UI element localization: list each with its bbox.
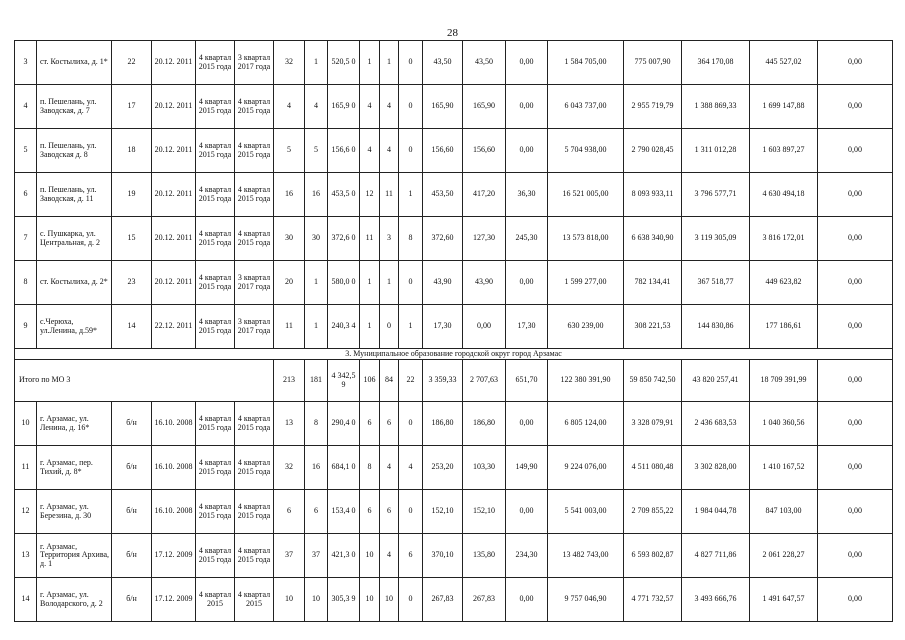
total-cell: 181 [305,360,328,402]
table-cell: 43,90 [463,261,506,305]
table-cell: 6 [380,402,399,446]
table-row [15,305,893,349]
table-cell: 43,50 [463,41,506,85]
table-cell: ст. Костылиха, д. 2* [37,261,112,305]
table-cell: 449 623,82 [750,261,818,305]
total-cell: 122 380 391,90 [548,360,624,402]
table-cell: 6 [360,490,380,534]
table-cell: 32 [274,41,305,85]
table-cell: 4 квартал 2015 года [196,446,235,490]
table-cell: 1 [360,41,380,85]
table-cell: 9 [15,305,37,349]
table-cell: 0,00 [818,41,893,85]
table-cell: 0,00 [818,446,893,490]
table-cell: 0 [399,129,423,173]
total-cell: 59 850 742,50 [624,360,682,402]
table-cell: 308 221,53 [624,305,682,349]
rows-before [15,41,893,349]
table-cell: 0 [399,402,423,446]
table-cell: 253,20 [423,446,463,490]
table-cell: 0,00 [506,85,548,129]
total-cell: 22 [399,360,423,402]
table-cell: 4 квартал 2015 года [196,490,235,534]
table-cell: 20.12. 2011 [152,217,196,261]
table-cell: 370,10 [423,534,463,578]
table-cell: 165,90 [423,85,463,129]
table-cell: 4 [380,85,399,129]
table-cell: 20.12. 2011 [152,85,196,129]
table-cell: 0,00 [818,85,893,129]
table-cell: г. Арзамас, ул. Володарского, д. 2 [37,578,112,622]
rows-after [15,402,893,622]
table-row [15,534,893,578]
total-cell: 4 342,5 9 [328,360,360,402]
table-cell: 8 093 933,11 [624,173,682,217]
table-cell: 5 541 003,00 [548,490,624,534]
table-cell: 0,00 [818,534,893,578]
table-cell: 684,1 0 [328,446,360,490]
table-cell: 0,00 [506,578,548,622]
table-cell: 4 квартал 2015 года [235,217,274,261]
table-cell: 8 [360,446,380,490]
table-cell: 445 527,02 [750,41,818,85]
table-cell: 6 [274,490,305,534]
total-cell: 213 [274,360,305,402]
table-cell: 0,00 [818,129,893,173]
table-cell: 6 805 124,00 [548,402,624,446]
table-cell: с. Пушкарка, ул. Центральная, д. 2 [37,217,112,261]
table-cell: 0 [399,85,423,129]
table-cell: 0,00 [818,261,893,305]
table-cell: 20.12. 2011 [152,173,196,217]
table-cell: 4 [305,85,328,129]
table-cell: 22 [112,41,152,85]
table-cell: 152,10 [463,490,506,534]
total-block [15,360,893,402]
table-cell: 8 [15,261,37,305]
table-cell: 245,30 [506,217,548,261]
table-cell: 0 [399,41,423,85]
total-label: Итого по МО 3 [15,360,274,402]
table-cell: 156,60 [423,129,463,173]
table-cell: 267,83 [423,578,463,622]
table-cell: 4 квартал 2015 года [196,41,235,85]
table-cell: 1 [380,261,399,305]
table-cell: 12 [360,173,380,217]
table-cell: п. Пешелань, ул. Заводская, д. 7 [37,85,112,129]
table-cell: 36,30 [506,173,548,217]
table-cell: 240,3 4 [328,305,360,349]
table-cell: 234,30 [506,534,548,578]
total-cell: 2 707,63 [463,360,506,402]
table-cell: 13 [15,534,37,578]
table-cell: 1 [360,261,380,305]
table-cell: 8 [399,217,423,261]
table-cell: 43,90 [423,261,463,305]
total-cell: 18 709 391,99 [750,360,818,402]
table-cell: 0 [399,490,423,534]
table-cell: 372,60 [423,217,463,261]
table-cell: 9 224 076,00 [548,446,624,490]
table-cell: б/н [112,446,152,490]
table-cell: 16 [274,173,305,217]
table-cell: 4 квартал 2015 года [235,173,274,217]
table-cell: п. Пешелань, ул. Заводская д. 8 [37,129,112,173]
table-cell: 17 [112,85,152,129]
table-cell: 367 518,77 [682,261,750,305]
table-cell: 11 [15,446,37,490]
table-row [15,490,893,534]
table-cell: 7 [15,217,37,261]
table-row [15,173,893,217]
total-cell: 0,00 [818,360,893,402]
table-cell: 165,90 [463,85,506,129]
table-cell: 4 [399,446,423,490]
table-cell: 4 511 080,48 [624,446,682,490]
table-cell: 520,5 0 [328,41,360,85]
table-cell: 18 [112,129,152,173]
table-cell: 13 [274,402,305,446]
table-cell: 8 [305,402,328,446]
table-cell: 11 [380,173,399,217]
table-cell: 1 584 705,00 [548,41,624,85]
table-cell: 4 квартал 2015 года [196,85,235,129]
table-cell: 4 630 494,18 [750,173,818,217]
table-cell: 4 квартал 2015 года [196,173,235,217]
table-cell: 4 квартал 2015 [196,578,235,622]
table-cell: с.Черюха, ул.Ленина, д.59* [37,305,112,349]
table-cell: 6 593 802,87 [624,534,682,578]
table-cell: 3 квартал 2017 года [235,305,274,349]
table-cell: 4 квартал 2015 года [235,129,274,173]
table-cell: 1 603 897,27 [750,129,818,173]
table-cell: 4 квартал 2015 [235,578,274,622]
table-cell: 16 521 005,00 [548,173,624,217]
table-cell: 4 [360,129,380,173]
table-cell: 9 757 046,90 [548,578,624,622]
table-cell: 453,5 0 [328,173,360,217]
table-cell: 453,50 [423,173,463,217]
table-cell: 15 [112,217,152,261]
total-cell: 3 359,33 [423,360,463,402]
table-cell: 20.12. 2011 [152,261,196,305]
table-cell: 20 [274,261,305,305]
table-cell: 13 482 743,00 [548,534,624,578]
table-cell: 4 квартал 2015 года [235,534,274,578]
table-cell: 4 квартал 2015 года [235,85,274,129]
table-cell: 16 [305,173,328,217]
table-cell: 2 790 028,45 [624,129,682,173]
table-cell: 305,3 9 [328,578,360,622]
table-cell: 0,00 [506,261,548,305]
total-cell: 106 [360,360,380,402]
table-cell: 267,83 [463,578,506,622]
table-cell: 4 квартал 2015 года [235,446,274,490]
table-cell: 0,00 [818,173,893,217]
table-cell: 4 827 711,86 [682,534,750,578]
table-cell: г. Арзамас, ул. Ленина, д. 16* [37,402,112,446]
table-row [15,217,893,261]
table-cell: 186,80 [423,402,463,446]
table-cell: 5 704 938,00 [548,129,624,173]
table-row [15,261,893,305]
table-cell: 3 квартал 2017 года [235,261,274,305]
table-cell: 0 [380,305,399,349]
table-cell: 5 [274,129,305,173]
table-row [15,446,893,490]
table-cell: 0,00 [818,490,893,534]
table-cell: 364 170,08 [682,41,750,85]
table-cell: 3 квартал 2017 года [235,41,274,85]
table-cell: 3 [380,217,399,261]
table-cell: 37 [274,534,305,578]
table-cell: 6 638 340,90 [624,217,682,261]
table-cell: 3 796 577,71 [682,173,750,217]
table-cell: 30 [305,217,328,261]
table-cell: г. Арзамас, пер. Тихий, д. 8* [37,446,112,490]
table-cell: 1 [380,41,399,85]
table-row [15,41,893,85]
table-row [15,578,893,622]
table-cell: б/н [112,578,152,622]
table-cell: 4 квартал 2015 года [196,305,235,349]
table-cell: 1 984 044,78 [682,490,750,534]
table-cell: 4 [380,129,399,173]
table-cell: 186,80 [463,402,506,446]
table-cell: 1 [399,173,423,217]
table-cell: 3 816 172,01 [750,217,818,261]
table-cell: 4 [380,534,399,578]
table-cell: 14 [15,578,37,622]
table-cell: 6 [360,402,380,446]
table-cell: 1 699 147,88 [750,85,818,129]
table-cell: 177 186,61 [750,305,818,349]
table-cell: 152,10 [423,490,463,534]
table-cell: ст. Костылиха, д. 1* [37,41,112,85]
table-cell: 1 [399,305,423,349]
table-cell: 12 [15,490,37,534]
table-row [15,129,893,173]
table-cell: 1 [305,41,328,85]
table-cell: 4 квартал 2015 года [235,490,274,534]
table-cell: б/н [112,534,152,578]
table-cell: 4 квартал 2015 года [196,129,235,173]
total-cell: 651,70 [506,360,548,402]
table-cell: 144 830,86 [682,305,750,349]
table-cell: 10 [380,578,399,622]
table-cell: 32 [274,446,305,490]
table-cell: 4 771 732,57 [624,578,682,622]
table-cell: 1 040 360,56 [750,402,818,446]
table-cell: 4 [274,85,305,129]
table-cell: 156,6 0 [328,129,360,173]
table-cell: 6 043 737,00 [548,85,624,129]
table-cell: 149,90 [506,446,548,490]
table-row [15,402,893,446]
table-cell: 1 410 167,52 [750,446,818,490]
table-cell: 165,9 0 [328,85,360,129]
table-cell: 3 119 305,09 [682,217,750,261]
table-row [15,85,893,129]
table-cell: 13 573 818,00 [548,217,624,261]
table-cell: 1 [305,305,328,349]
table-cell: 1 599 277,00 [548,261,624,305]
table-cell: 10 [360,578,380,622]
table-cell: 19 [112,173,152,217]
table-cell: 782 134,41 [624,261,682,305]
table-cell: 0,00 [506,402,548,446]
table-cell: 0,00 [818,578,893,622]
table-cell: 3 328 079,91 [624,402,682,446]
table-cell: 0,00 [506,129,548,173]
table-cell: б/н [112,490,152,534]
table-cell: 4 [380,446,399,490]
table-cell: 10 [15,402,37,446]
table-cell: 4 [360,85,380,129]
table-cell: 0,00 [463,305,506,349]
table-cell: 0,00 [818,217,893,261]
table-cell: 0,00 [506,41,548,85]
table-cell: 2 436 683,53 [682,402,750,446]
table-cell: 156,60 [463,129,506,173]
table-cell: 37 [305,534,328,578]
table-cell: 10 [360,534,380,578]
table-cell: 20.12. 2011 [152,41,196,85]
table-cell: 2 955 719,79 [624,85,682,129]
table-cell: 421,3 0 [328,534,360,578]
table-cell: 16 [305,446,328,490]
total-cell: 43 820 257,41 [682,360,750,402]
table-cell: 135,80 [463,534,506,578]
table-cell: 16.10. 2008 [152,402,196,446]
table-cell: 30 [274,217,305,261]
table-cell: 23 [112,261,152,305]
table-cell: 3 493 666,76 [682,578,750,622]
table-cell: 3 [15,41,37,85]
table-cell: 10 [274,578,305,622]
total-row [15,360,893,402]
table-cell: 4 квартал 2015 года [196,217,235,261]
table-cell: 775 007,90 [624,41,682,85]
table-cell: 103,30 [463,446,506,490]
table-cell: п. Пешелань, ул. Заводская, д. 11 [37,173,112,217]
table-cell: 417,20 [463,173,506,217]
table-cell: 6 [305,490,328,534]
table-cell: 1 [360,305,380,349]
table-cell: 16.10. 2008 [152,446,196,490]
section-title: 3. Муниципальное образование городской округ город Арзамас [15,349,893,360]
table-cell: 2 709 855,22 [624,490,682,534]
table-cell: 1 311 012,28 [682,129,750,173]
table-cell: 11 [274,305,305,349]
table-cell: б/н [112,402,152,446]
table-cell: 0,00 [818,305,893,349]
table-cell: 43,50 [423,41,463,85]
table-cell: 11 [360,217,380,261]
table-cell: 153,4 0 [328,490,360,534]
table-cell: 127,30 [463,217,506,261]
table-cell: 372,6 0 [328,217,360,261]
table-cell: 580,0 0 [328,261,360,305]
table-cell: г. Арзамас, Территория Архива, д. 1 [37,534,112,578]
table-cell: 17.12. 2009 [152,578,196,622]
housing-relocation-table [14,40,893,622]
section-header [15,349,893,360]
table-cell: 20.12. 2011 [152,129,196,173]
table-cell: 0,00 [506,490,548,534]
table-cell: 3 302 828,00 [682,446,750,490]
table-cell: 5 [15,129,37,173]
table-cell: 17,30 [506,305,548,349]
table-cell: 4 [15,85,37,129]
table-cell: 847 103,00 [750,490,818,534]
table-cell: 22.12. 2011 [152,305,196,349]
table-cell: 4 квартал 2015 года [196,402,235,446]
total-cell: 84 [380,360,399,402]
table-cell: 0 [399,578,423,622]
table-cell: 4 квартал 2015 года [196,534,235,578]
table-cell: 630 239,00 [548,305,624,349]
table-cell: 1 388 869,33 [682,85,750,129]
table-cell: 6 [399,534,423,578]
table-cell: г. Арзамас, ул. Березина, д. 30 [37,490,112,534]
table-cell: 16.10. 2008 [152,490,196,534]
table-cell: 5 [305,129,328,173]
table-cell: 4 квартал 2015 года [196,261,235,305]
table-cell: 17.12. 2009 [152,534,196,578]
table-cell: 17,30 [423,305,463,349]
table-cell: 0 [399,261,423,305]
table-cell: 0,00 [818,402,893,446]
table-cell: 4 квартал 2015 года [235,402,274,446]
page-number: 28 [447,27,458,39]
table-cell: 10 [305,578,328,622]
table-cell: 2 061 228,27 [750,534,818,578]
table-cell: 6 [15,173,37,217]
table-cell: 1 [305,261,328,305]
table-cell: 14 [112,305,152,349]
table-cell: 1 491 647,57 [750,578,818,622]
table-cell: 6 [380,490,399,534]
table-cell: 290,4 0 [328,402,360,446]
